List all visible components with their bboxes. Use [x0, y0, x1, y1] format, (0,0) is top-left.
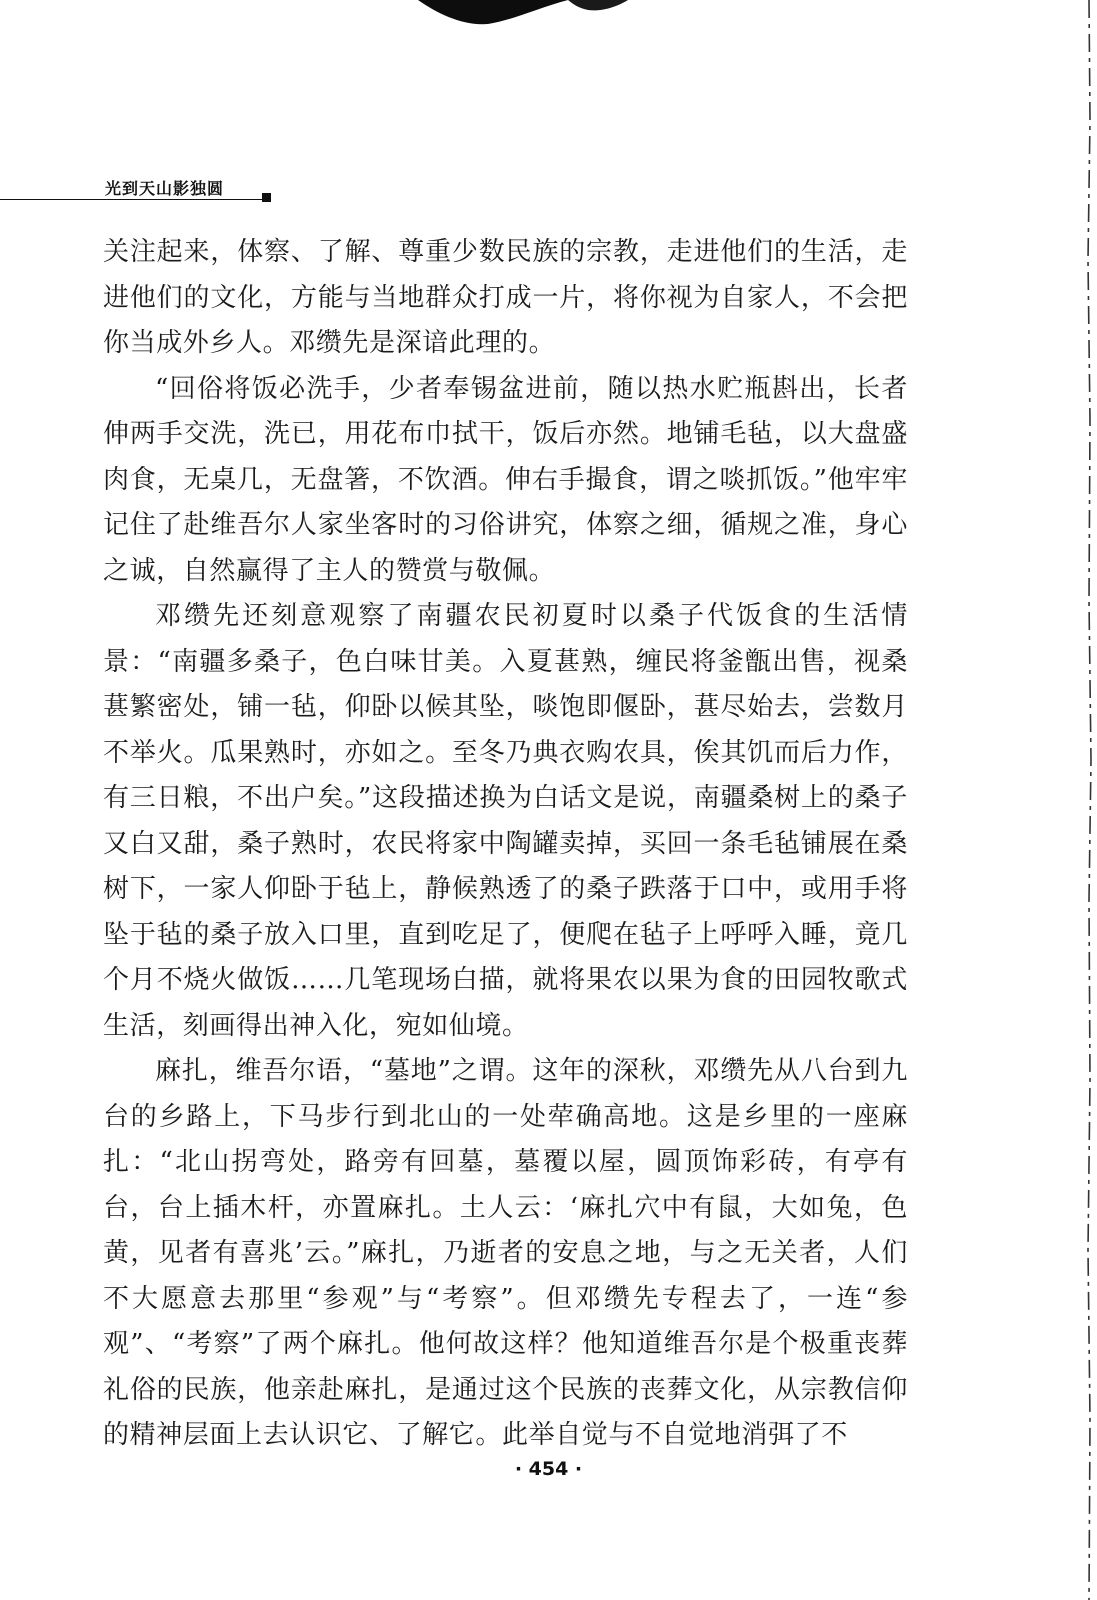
scan-page-edge: [1083, 0, 1097, 1600]
paragraph: “回俗将饭必洗手，少者奉锡盆进前，随以热水贮瓶斟出，长者伸两手交洗，洗已，用花布巾拭干，饭后亦然。地铺毛毡，以大盘盛肉食，无桌几，无盘箸，不饮酒。伸右手撮食，谓之啖抓饭。”他牢牢记住了赴维吾尔人家坐客时的习俗讲究，体察之细，循规之准，身心之诚，自然赢得了主人的赞赏与敬佩。: [103, 373, 908, 586]
paragraph: 麻扎，维吾尔语，“墓地”之谓。这年的深秋，邓缵先从八台到九台的乡路上，下马步行到北山的一处荦确高地。这是乡里的一座麻扎：“北山拐弯处，路旁有回墓，墓覆以屋，圆顶饰彩砖，有亭有台，台上插木杆，亦置麻扎。土人云：‘麻扎穴中有鼠，大如兔，色黄，见者有喜兆’云。”麻扎，乃逝者的安息之地，与之无关者，人们不大愿意去那里“参观”与“考察”。但邓缵先专程去了，一连“参观”、“考察”了两个麻扎。他何故这样？他知道维吾尔是个极重丧葬礼俗的民族，他亲赴麻扎，是通过这个民族的丧葬文化，从宗教信仰的精神层面上去认识它、了解它。此举自觉与不自觉地消弭了不: [103, 1056, 908, 1450]
paragraph: 关注起来，体察、了解、尊重少数民族的宗教，走进他们的生活，走进他们的文化，方能与当地群众打成一片，将你视为自家人，不会把你当成外乡人。邓缵先是深谙此理的。: [103, 237, 908, 358]
body-text: [103, 230, 908, 1459]
header-rule: [0, 199, 265, 200]
paragraph: 邓缵先还刻意观察了南疆农民初夏时以桑子代饭食的生活情景：“南疆多桑子，色白味甘美。入夏葚熟，缠民将釜甑出售，视桑葚繁密处，铺一毡，仰卧以候其坠，啖饱即偃卧，葚尽始去，尝数月不举火。瓜果熟时，亦如之。至冬乃典衣购农具，俟其饥而后力作，有三日粮，不出户矣。”这段描述换为白话文是说，南疆桑树上的桑子又白又甜，桑子熟时，农民将家中陶罐卖掉，买回一条毛毡铺展在桑树下，一家人仰卧于毡上，静候熟透了的桑子跌落于口中，或用手将坠于毡的桑子放入口里，直到吃足了，便爬在毡子上呼呼入睡，竟几个月不烧火做饭……几笔现场白描，就将果农以果为食的田园牧歌式生活，刻画得出神入化，宛如仙境。: [103, 601, 908, 1041]
scan-ink-blot: [418, 0, 628, 26]
running-header: 光到天山影独圆: [105, 179, 225, 198]
page-number: · 454 ·: [514, 1458, 583, 1480]
header-square-mark: [262, 193, 271, 202]
